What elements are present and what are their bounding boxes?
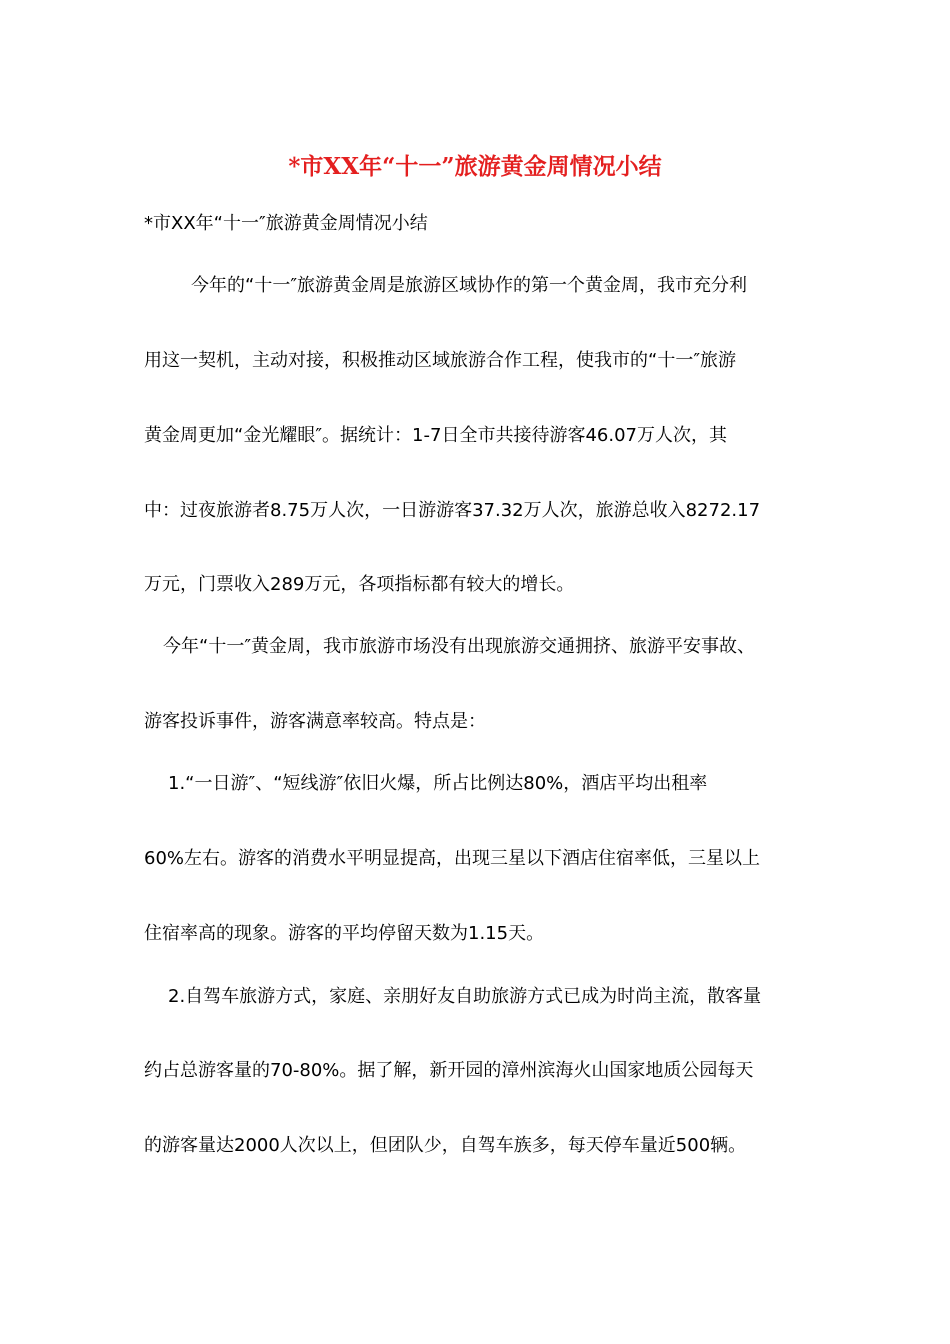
document-title: *市XX年“十一”旅游黄金周情况小结: [288, 153, 662, 180]
paragraph-3-line-1: 1.“一日游″、“短线游″依旧火爆，所占比例达80%，酒店平均出租率: [168, 773, 708, 794]
paragraph-1-line-4: 中：过夜旅游者8.75万人次，一日游游客37.32万人次，旅游总收入8272.17: [144, 500, 761, 521]
document-subtitle: *市XX年“十一″旅游黄金周情况小结: [144, 213, 428, 234]
paragraph-2-line-2: 游客投诉事件，游客满意率较高。特点是：: [144, 711, 486, 732]
paragraph-1-line-2: 用这一契机，主动对接，积极推动区域旅游合作工程，使我市的“十一″旅游: [144, 350, 737, 371]
paragraph-4-line-1: 2.自驾车旅游方式，家庭、亲朋好友自助旅游方式已成为时尚主流，散客量: [168, 986, 762, 1007]
paragraph-2-line-1: 今年“十一″黄金周，我市旅游市场没有出现旅游交通拥挤、旅游平安事故、: [163, 636, 756, 657]
paragraph-4-line-3: 的游客量达2000人次以上，但团队少，自驾车族多，每天停车量近500辆。: [144, 1135, 747, 1156]
paragraph-1-line-5: 万元，门票收入289万元，各项指标都有较大的增长。: [144, 574, 575, 595]
paragraph-3-line-3: 住宿率高的现象。游客的平均停留天数为1.15天。: [144, 923, 545, 944]
paragraph-1-line-1: 今年的“十一″旅游黄金周是旅游区域协作的第一个黄金周，我市充分利: [191, 275, 748, 296]
paragraph-1-line-3: 黄金周更加“金光耀眼″。据统计：1-7日全市共接待游客46.07万人次，其: [144, 425, 727, 446]
paragraph-4-line-2: 约占总游客量的70-80%。据了解，新开园的漳州滨海火山国家地质公园每天: [144, 1060, 754, 1081]
paragraph-3-line-2: 60%左右。游客的消费水平明显提高，出现三星以下酒店住宿率低，三星以上: [144, 848, 761, 869]
